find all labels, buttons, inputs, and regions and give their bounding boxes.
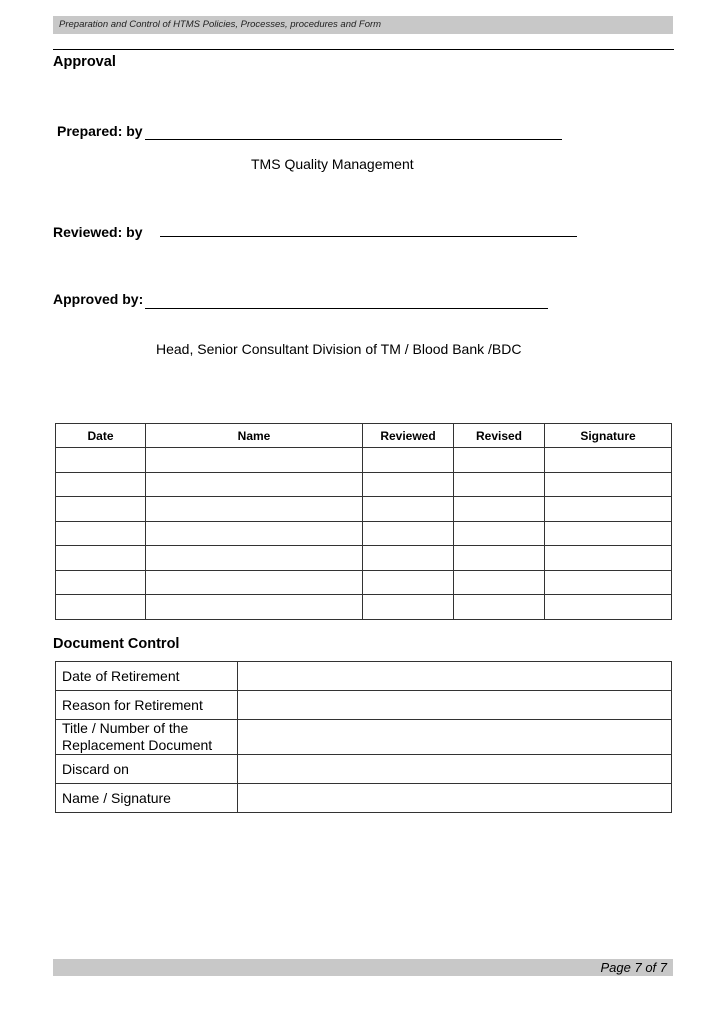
document-control-row [56,755,672,784]
revised-cell[interactable] [454,448,545,473]
name-cell[interactable] [146,472,363,497]
date-cell[interactable] [56,595,146,620]
discard-on-label: Discard on [56,755,238,784]
reviewed-cell[interactable] [363,521,454,546]
reason-for-retirement-label: Reason for Retirement [56,691,238,720]
reason-for-retirement-value[interactable] [238,691,672,720]
table-row [56,595,672,620]
column-header-reviewed: Reviewed [363,424,454,448]
document-control-section-title: Document Control [53,636,180,652]
reviewed-cell[interactable] [363,570,454,595]
revision-table [55,423,672,620]
reviewed-by-signature-line[interactable] [160,236,577,237]
page-header-title: Preparation and Control of HTMS Policies, Processes, procedures and Form [59,19,382,30]
table-row [56,521,672,546]
approved-by-label: Approved by: [53,291,144,307]
page-number: Page 7 of 7 [600,960,667,975]
replacement-document-label: Title / Number of the Replacement Document [56,720,238,755]
name-cell[interactable] [146,546,363,571]
discard-on-value[interactable] [238,755,672,784]
revised-cell[interactable] [454,595,545,620]
table-row [56,570,672,595]
document-control-row [56,784,672,813]
reviewed-cell[interactable] [363,546,454,571]
name-cell[interactable] [146,595,363,620]
signature-cell[interactable] [545,497,672,522]
page-header-bar [53,16,673,34]
name-signature-label: Name / Signature [56,784,238,813]
reviewed-cell[interactable] [363,497,454,522]
revised-cell[interactable] [454,521,545,546]
date-of-retirement-label: Date of Retirement [56,662,238,691]
replacement-document-value[interactable] [238,720,672,755]
prepared-by-name: TMS Quality Management [251,156,414,172]
column-header-name: Name [146,424,363,448]
reviewed-cell[interactable] [363,448,454,473]
document-control-row [56,662,672,691]
reviewed-cell[interactable] [363,595,454,620]
signature-cell[interactable] [545,521,672,546]
date-cell[interactable] [56,497,146,522]
prepared-by-label: Prepared: by [57,123,143,139]
reviewed-cell[interactable] [363,472,454,497]
column-header-revised: Revised [454,424,545,448]
date-cell[interactable] [56,521,146,546]
document-control-row [56,691,672,720]
document-control-table [55,661,672,813]
revised-cell[interactable] [454,546,545,571]
date-cell[interactable] [56,448,146,473]
name-cell[interactable] [146,570,363,595]
column-header-date: Date [56,424,146,448]
signature-cell[interactable] [545,448,672,473]
table-row [56,546,672,571]
revised-cell[interactable] [454,570,545,595]
approved-by-name: Head, Senior Consultant Division of TM / Blood Bank /BDC [156,341,522,357]
revised-cell[interactable] [454,472,545,497]
signature-cell[interactable] [545,472,672,497]
approved-by-signature-line[interactable] [145,308,548,309]
approval-section-title: Approval [53,54,116,70]
name-signature-value[interactable] [238,784,672,813]
table-row [56,472,672,497]
date-cell[interactable] [56,472,146,497]
date-cell[interactable] [56,546,146,571]
signature-cell[interactable] [545,595,672,620]
header-divider [53,49,674,50]
reviewed-by-label: Reviewed: by [53,224,143,240]
page-footer-bar [53,959,673,976]
column-header-signature: Signature [545,424,672,448]
table-row [56,497,672,522]
revision-table-header-row [56,424,672,448]
revised-cell[interactable] [454,497,545,522]
signature-cell[interactable] [545,546,672,571]
name-cell[interactable] [146,521,363,546]
date-cell[interactable] [56,570,146,595]
prepared-by-signature-line[interactable] [145,139,562,140]
table-row [56,448,672,473]
document-control-row [56,720,672,755]
signature-cell[interactable] [545,570,672,595]
name-cell[interactable] [146,497,363,522]
name-cell[interactable] [146,448,363,473]
date-of-retirement-value[interactable] [238,662,672,691]
